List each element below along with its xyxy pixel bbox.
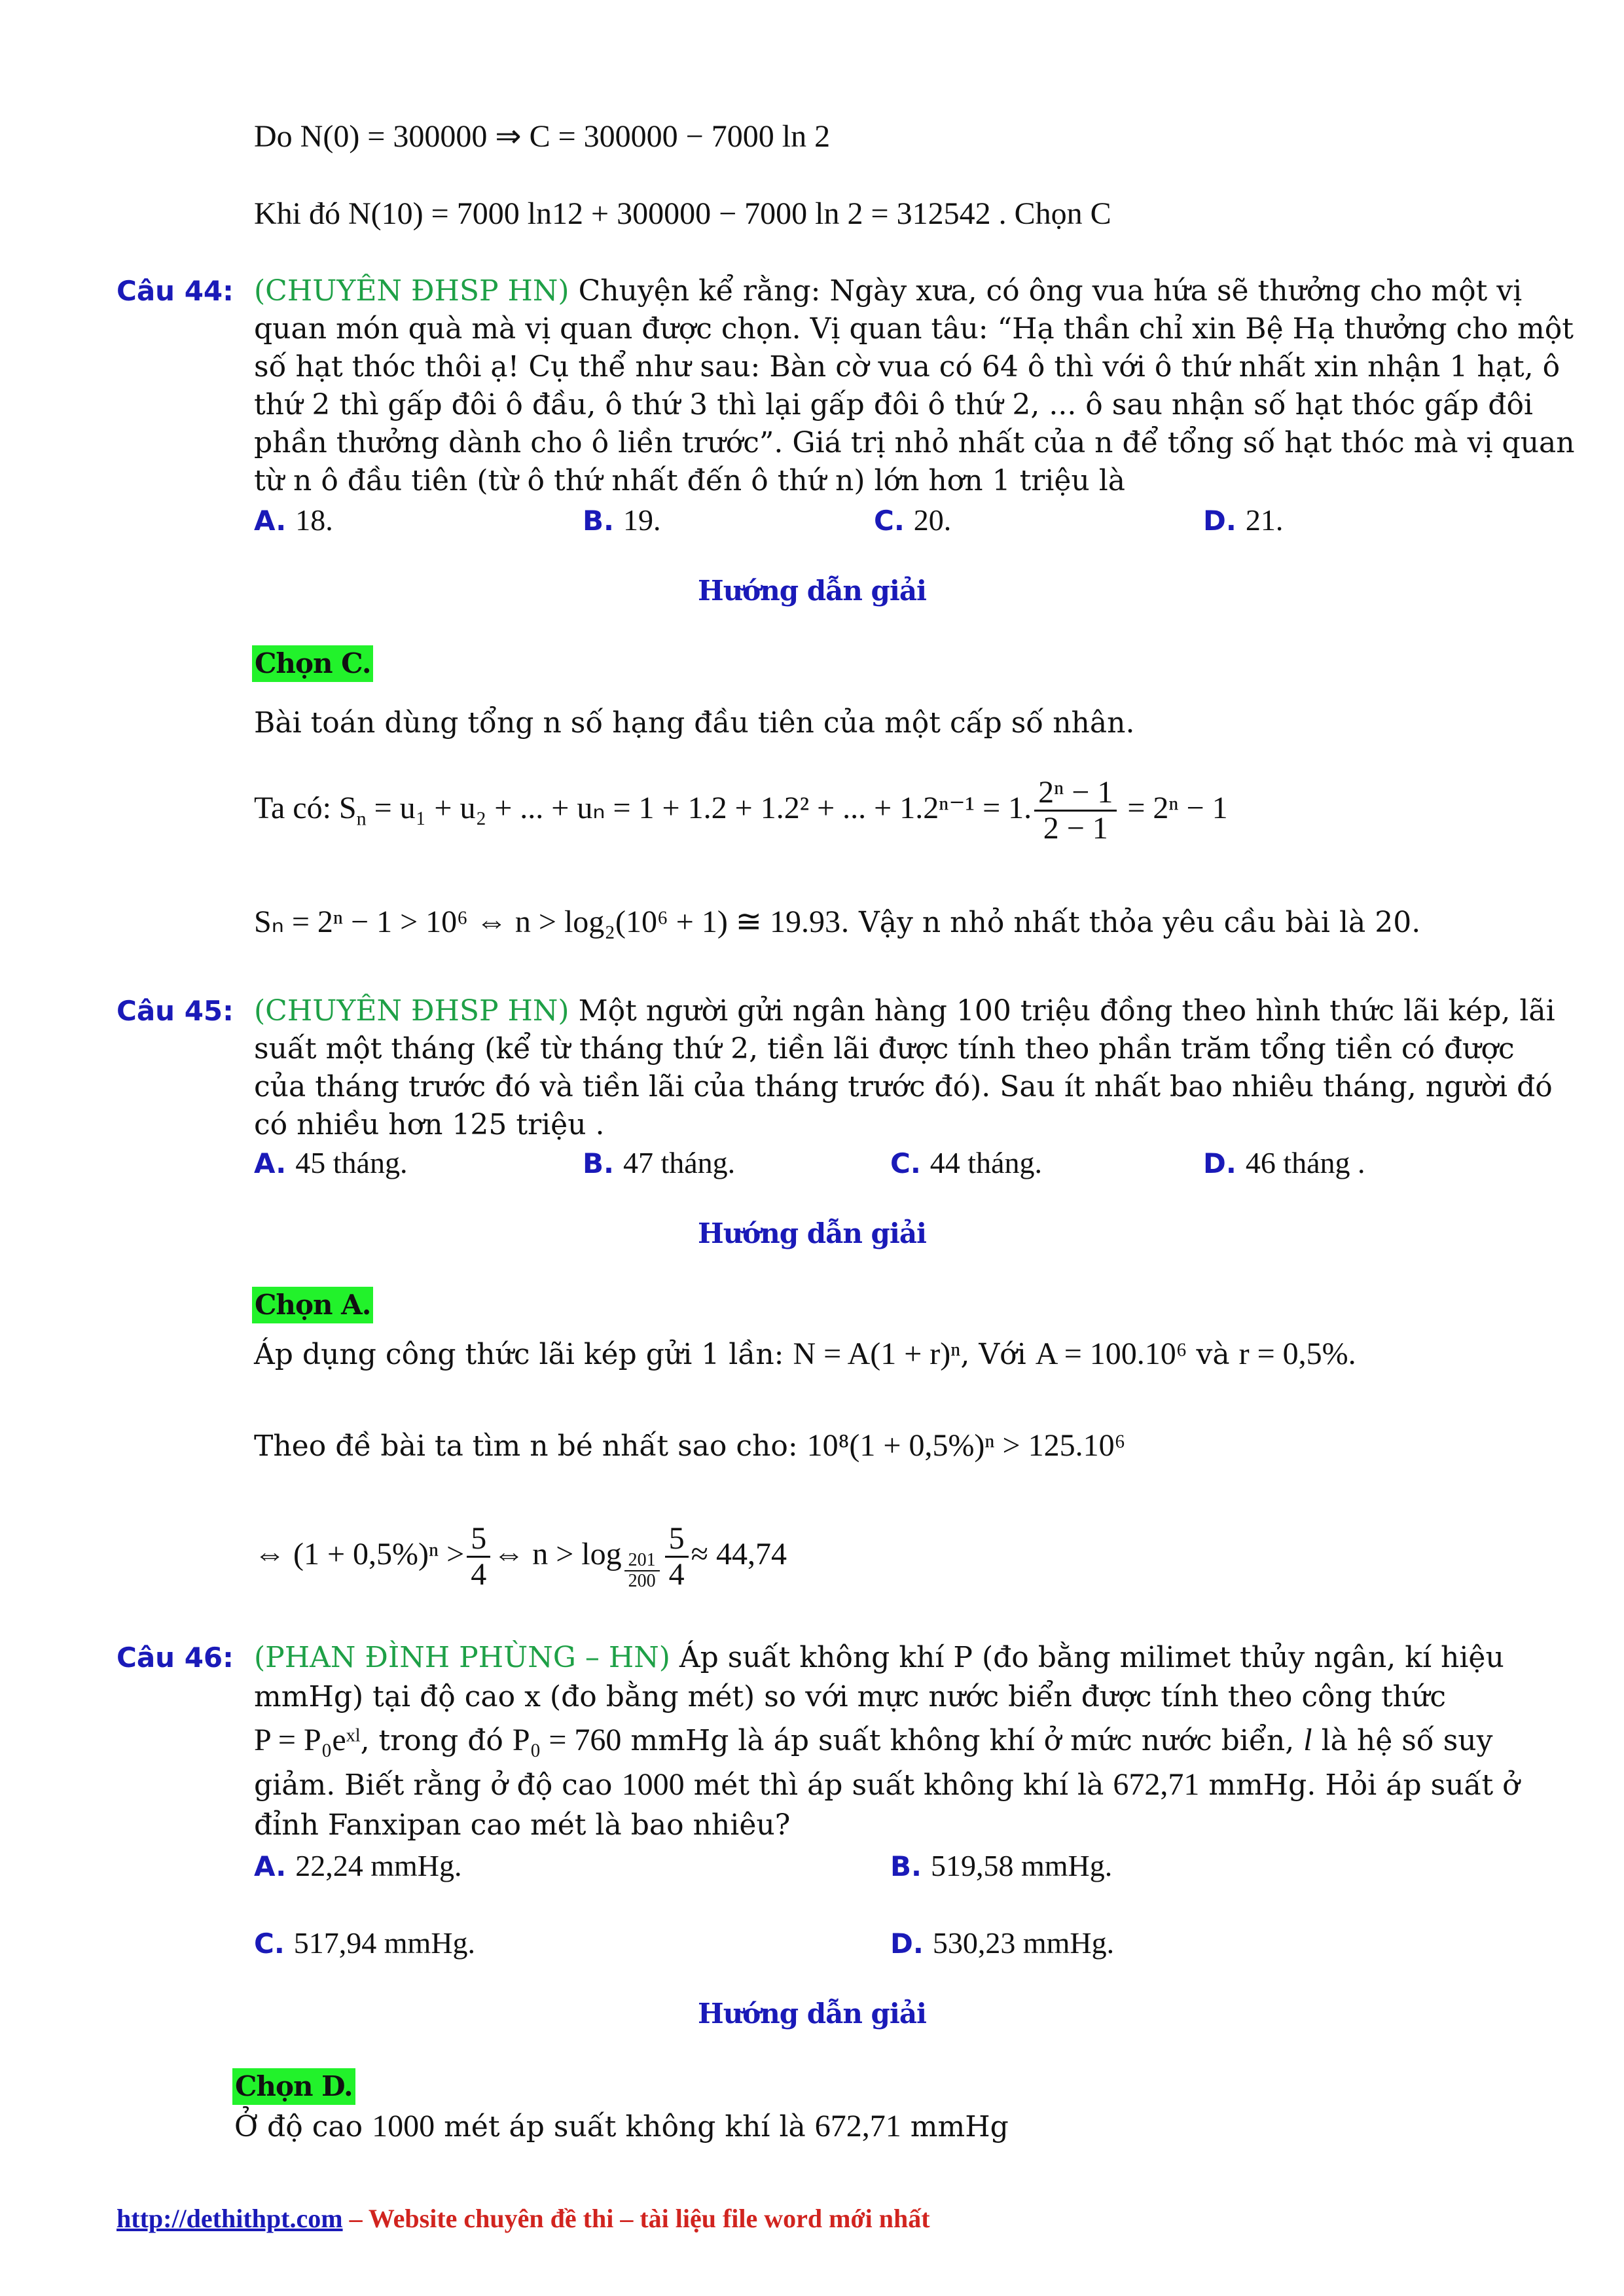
question-44-label: Câu 44: <box>117 275 234 307</box>
question-46-answer: Chọn D. <box>232 2068 355 2105</box>
question-45-solution-2: Theo đề bài ta tìm n bé nhất sao cho: 10⁸(1 + 0,5%)ⁿ > 125.10⁶ <box>254 1428 1126 1463</box>
question-44-line-6: từ n ô đầu tiên (từ ô thứ nhất đến ô thứ n) lớn hơn 1 triệu là <box>254 464 1126 497</box>
question-46-line-4: giảm. Biết rằng ở độ cao 1000 mét thì áp suất không khí là 672,71 mmHg. Hỏi áp suất ở <box>254 1767 1520 1802</box>
question-44-source: (CHUYÊN ĐHSP HN) <box>254 274 569 308</box>
question-46-line-3: P = P₀eˣˡ, trong đó P₀ = 760 mmHg là áp suất không khí ở mức nước biển, l là hệ số suy <box>254 1723 1493 1757</box>
question-44-line-4: thứ 2 thì gấp đôi ô đầu, ô thứ 3 thì lại gấp đôi ô thứ 2, ... ô sau nhận số hạt thóc gấp đôi <box>254 388 1534 422</box>
question-44-option-d[interactable]: D. 21. <box>1203 503 1284 537</box>
question-45-line-4: có nhiều hơn 125 triệu . <box>254 1108 605 1141</box>
solution-line-n10: Khi đó N(10) = 7000 ln12 + 300000 − 7000 ln 2 = 312542 . Chọn C <box>254 196 1111 231</box>
question-46-line-5: đỉnh Fanxipan cao mét là bao nhiêu? <box>254 1808 791 1842</box>
question-45-answer: Chọn A. <box>252 1287 373 1323</box>
question-45-option-b[interactable]: B. 47 tháng. <box>583 1146 736 1179</box>
question-44-answer: Chọn C. <box>252 645 373 682</box>
question-45-guide-heading: Hướng dẫn giải <box>698 1217 926 1249</box>
question-45-option-c[interactable]: C. 44 tháng. <box>890 1146 1042 1179</box>
question-46-option-a[interactable]: A. 22,24 mmHg. <box>254 1849 462 1882</box>
question-46-label: Câu 46: <box>117 1641 234 1674</box>
solution-line-n0: Do N(0) = 300000 ⇒ C = 300000 − 7000 ln 2 <box>254 119 831 154</box>
question-46-option-c[interactable]: C. 517,94 mmHg. <box>254 1926 476 1960</box>
question-46-option-d[interactable]: D. 530,23 mmHg. <box>890 1926 1115 1960</box>
question-45-solution-1: Áp dụng công thức lãi kép gửi 1 lần: N = A(1 + r)ⁿ, Với A = 100.10⁶ và r = 0,5%. <box>254 1336 1356 1371</box>
page-footer <box>117 2203 930 2234</box>
question-46-line-1: (PHAN ĐÌNH PHÙNG – HN) Áp suất không khí P (đo bằng milimet thủy ngân, kí hiệu <box>254 1641 1504 1674</box>
question-44-solution-1: Bài toán dùng tổng n số hạng đầu tiên của một cấp số nhân. <box>254 706 1135 740</box>
question-44-option-b[interactable]: B. 19. <box>583 503 661 537</box>
question-44-line-3: số hạt thóc thôi ạ! Cụ thể như sau: Bàn cờ vua có 64 ô thì với ô thứ nhất xin nhận 1 hạt, ô <box>254 350 1561 384</box>
question-44-solution-2: Ta có: $S_n = u_1 + u_2$ + ... + uₙ = 1 + 1.2 + 1.2² + ... + 1.2ⁿ⁻¹ = 1. $\frac{\text{2ⁿ − 1}}{2 - 1}$ = 2ⁿ − 1 <box>254 775 1228 846</box>
question-44-solution-3: Sₙ = 2ⁿ − 1 > 10⁶ ⇔ n > log₂(10⁶ + 1) ≅ 19.93. Vậy n nhỏ nhất thỏa yêu cầu bài là 20. <box>254 905 1421 939</box>
question-45-option-a[interactable]: A. 45 tháng. <box>254 1146 408 1179</box>
question-46-guide-heading: Hướng dẫn giải <box>698 1998 926 2030</box>
question-45-line-3: của tháng trước đó và tiền lãi của tháng trước đó). Sau ít nhất bao nhiêu tháng, người đó <box>254 1070 1553 1103</box>
question-45-line-1: (CHUYÊN ĐHSP HN) Một người gửi ngân hàng 100 triệu đồng theo hình thức lãi kép, lãi <box>254 994 1555 1028</box>
question-45-line-2: suất một tháng (kể từ tháng thứ 2, tiền lãi được tính theo phần trăm tổng tiền có được <box>254 1032 1515 1066</box>
question-44-line-2: quan món quà mà vị quan được chọn. Vị quan tâu: “Hạ thần chỉ xin Bệ Hạ thưởng cho một <box>254 312 1574 346</box>
footer-text: – Website chuyên đề thi – tài liệu file word mới nhất <box>342 2204 930 2233</box>
question-44-guide-heading: Hướng dẫn giải <box>698 575 926 607</box>
question-44-line-5: phần thưởng dành cho ô liền trước”. Giá trị nhỏ nhất của n để tổng số hạt thóc mà vị quan <box>254 426 1575 459</box>
question-46-line-2: mmHg) tại độ cao x (đo bằng mét) so với mực nước biển được tính theo công thức <box>254 1680 1446 1713</box>
question-44-option-c[interactable]: C. 20. <box>874 503 952 537</box>
question-44-option-a[interactable]: A. 18. <box>254 503 333 537</box>
question-45-option-d[interactable]: D. 46 tháng . <box>1203 1146 1365 1179</box>
question-46-solution-1: Ở độ cao 1000 mét áp suất không khí là 672,71 mmHg <box>234 2109 1009 2144</box>
question-45-solution-3: ⇔ (1 + 0,5%)ⁿ > $\frac{5}{4}$ ⇔ n > log $\frac{201}{200}$ $\frac{5}{4}$ ≈ 44,74 <box>254 1521 787 1592</box>
footer-link[interactable]: http://dethithpt.com <box>117 2204 343 2233</box>
question-44-line-1: (CHUYÊN ĐHSP HN) Chuyện kể rằng: Ngày xưa, có ông vua hứa sẽ thưởng cho một vị <box>254 274 1523 308</box>
question-46-option-b[interactable]: B. 519,58 mmHg. <box>890 1849 1113 1882</box>
question-45-label: Câu 45: <box>117 995 234 1027</box>
